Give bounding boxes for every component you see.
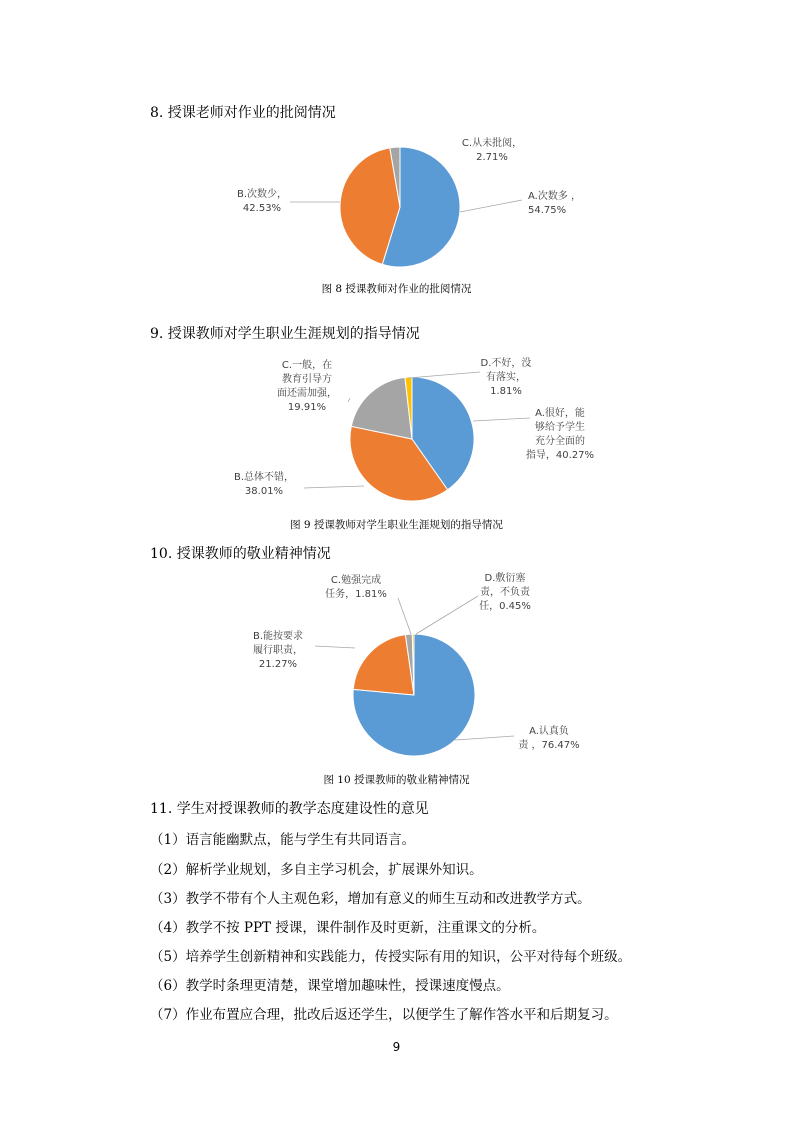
suggestion-item: （2）解析学业规划，多自主学习机会，扩展课外知识。 <box>150 862 483 878</box>
suggestion-item: （7）作业布置应合理，批改后返还学生，以便学生了解作答水平和后期复习。 <box>150 1007 618 1023</box>
data-label: B.能按要求履行职责， 21.27% <box>252 631 304 670</box>
leader-line <box>416 596 478 634</box>
pie-chart-career-guidance <box>0 350 793 510</box>
leader-line <box>460 200 522 212</box>
suggestion-item: （1）语言能幽默点，能与学生有共同语言。 <box>150 832 416 848</box>
suggestion-item: （4）教学不按 PPT 授课，课件制作及时更新，注重课文的分析。 <box>150 920 546 936</box>
data-label: C.一般，在教育引导方面还需加强， 19.91% <box>277 360 337 413</box>
data-label: C.勉强完成任务，1.81% <box>325 575 387 600</box>
leader-line <box>408 372 480 378</box>
section-11-heading: 11. 学生对授课教师的教学态度建设性的意见 <box>150 801 429 817</box>
suggestion-item: （3）教学不带有个人主观色彩，增加有意义的师生互动和改进教学方式。 <box>150 891 591 907</box>
leader-line <box>398 598 411 634</box>
pie-slice <box>353 635 414 695</box>
data-label: B.总体不错， 38.01% <box>233 472 295 497</box>
leader-line <box>455 736 514 740</box>
data-label: A.认真负责 ，76.47% <box>518 726 580 751</box>
data-label: D.敷衍塞责，不负责任，0.45% <box>479 573 531 612</box>
leader-line <box>348 398 350 402</box>
figure-10-caption: 图 10 授课教师的敬业精神情况 <box>323 774 470 786</box>
suggestion-item: （5）培养学生创新精神和实践能力，传授实际有用的知识，公平对待每个班级。 <box>150 949 632 965</box>
data-label: D.不好，没有落实， 1.81% <box>480 358 532 397</box>
section-10-heading: 10. 授课教师的敬业精神情况 <box>150 546 331 562</box>
pie-chart-dedication <box>0 568 793 768</box>
leader-line <box>473 418 530 421</box>
data-label: C.从未批阅， 2.71% <box>461 138 523 163</box>
figure-9-caption: 图 9 授课教师对学生职业生涯规划的指导情况 <box>290 519 503 531</box>
leader-line <box>315 646 355 648</box>
page-number: 9 <box>392 1040 401 1054</box>
leader-line <box>304 486 364 488</box>
section-9-heading: 9. 授课教师对学生职业生涯规划的指导情况 <box>150 326 420 342</box>
data-label: A.次数多 ， 54.75% <box>528 191 582 216</box>
data-label: A.很好，能够给予学生充分全面的指导，40.27% <box>525 408 595 461</box>
pie-chart-homework-review <box>0 130 793 290</box>
figure-8-caption: 图 8 授课教师对作业的批阅情况 <box>321 283 472 295</box>
section-8-heading: 8. 授课老师对作业的批阅情况 <box>150 105 336 121</box>
suggestion-item: （6）教学时条理更清楚，课堂增加趣味性，授课速度慢点。 <box>150 978 510 994</box>
data-label: B.次数少， 42.53% <box>236 189 288 214</box>
